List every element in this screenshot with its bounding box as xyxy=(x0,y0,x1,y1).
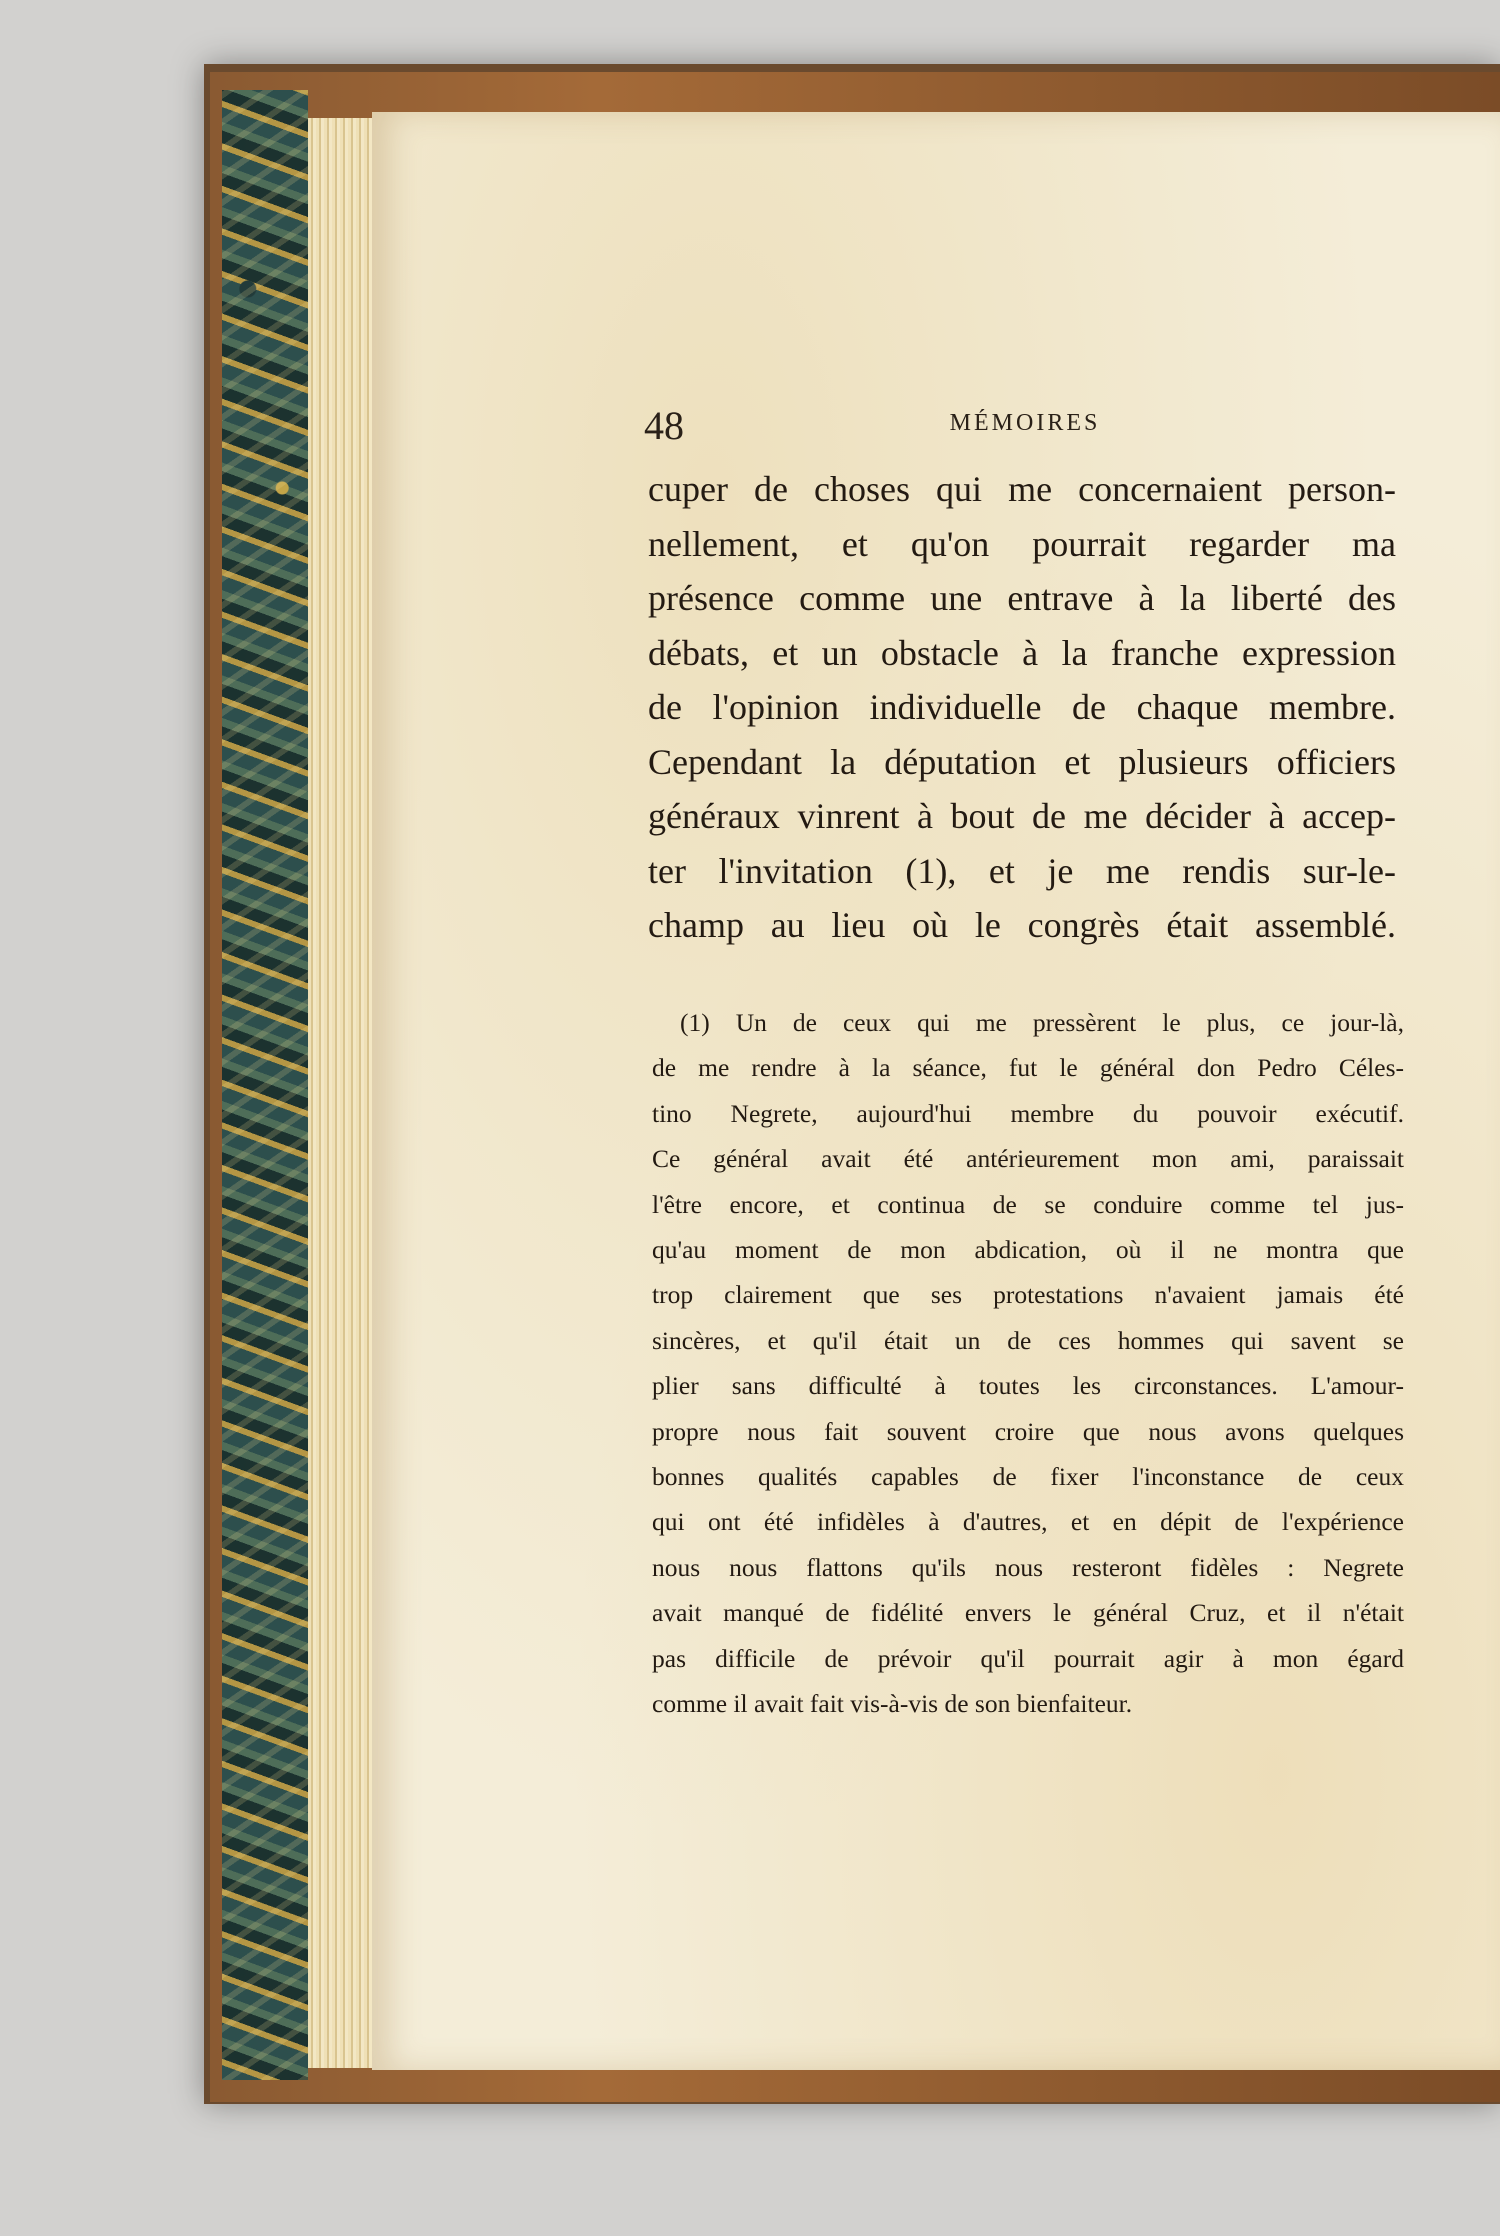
body-line: présence comme une entrave à la liberté des xyxy=(648,578,1396,618)
page-number: 48 xyxy=(644,403,684,448)
footnote-line: bonnes qualités capables de fixer l'inconstance de ceux xyxy=(652,1462,1404,1492)
footnote-line: propre nous fait souvent croire que nous avons quelques xyxy=(652,1416,1404,1446)
body-line: de l'opinion individuelle de chaque membre. xyxy=(648,687,1396,727)
footnote-line: de me rendre à la séance, fut le général don Pedro Céles- xyxy=(652,1053,1404,1083)
body-line: cuper de choses qui me concernaient person- xyxy=(648,469,1396,509)
footnote-line: (1) Un de ceux qui me pressèrent le plus, ce jour-là, xyxy=(680,1008,1404,1037)
footnote-line: l'être encore, et continua de se conduire comme tel jus- xyxy=(652,1189,1404,1219)
footnote-line: avait manqué de fidélité envers le général Cruz, et il n'était xyxy=(652,1598,1404,1628)
body-line: débats, et un obstacle à la franche expression xyxy=(648,632,1396,673)
footnote-line: qui ont été infidèles à d'autres, et en dépit de l'expérience xyxy=(652,1507,1404,1537)
footnote-line: Ce général avait été antérieurement mon ami, paraissait xyxy=(652,1144,1404,1174)
footnote-line: pas difficile de prévoir qu'il pourrait agir à mon égard xyxy=(652,1643,1404,1673)
running-head xyxy=(644,402,1406,452)
marbled-endpaper xyxy=(222,90,308,2080)
footnote-line: qu'au moment de mon abdication, où il ne montra que xyxy=(652,1235,1404,1265)
body-line: généraux vinrent à bout de me décider à accep- xyxy=(648,796,1396,836)
body-line: champ au lieu où le congrès était assemblé. xyxy=(648,905,1396,945)
footnote-line: sincères, et qu'il était un de ces hommes qui savent se xyxy=(652,1325,1404,1355)
running-title: MÉMOIRES xyxy=(949,410,1101,436)
footnote-line: trop clairement que ses protestations n'avaient jamais été xyxy=(652,1280,1404,1310)
footnote xyxy=(652,1000,1404,1727)
footnote-line: comme il avait fait vis-à-vis de son bienfaiteur. xyxy=(652,1689,1133,1719)
main-text xyxy=(648,462,1396,953)
footnote-line: plier sans difficulté à toutes les circonstances. L'amour- xyxy=(652,1371,1404,1401)
page-edges xyxy=(308,118,380,2068)
body-line: ter l'invitation (1), et je me rendis sur-le- xyxy=(648,850,1396,891)
body-line: nellement, et qu'on pourrait regarder ma xyxy=(648,523,1396,564)
footnote-line: nous nous flattons qu'ils nous resteront fidèles : Negrete xyxy=(652,1552,1404,1582)
footnote-line: tino Negrete, aujourd'hui membre du pouvoir exécutif. xyxy=(652,1098,1404,1128)
body-line: Cependant la députation et plusieurs officiers xyxy=(648,741,1396,782)
